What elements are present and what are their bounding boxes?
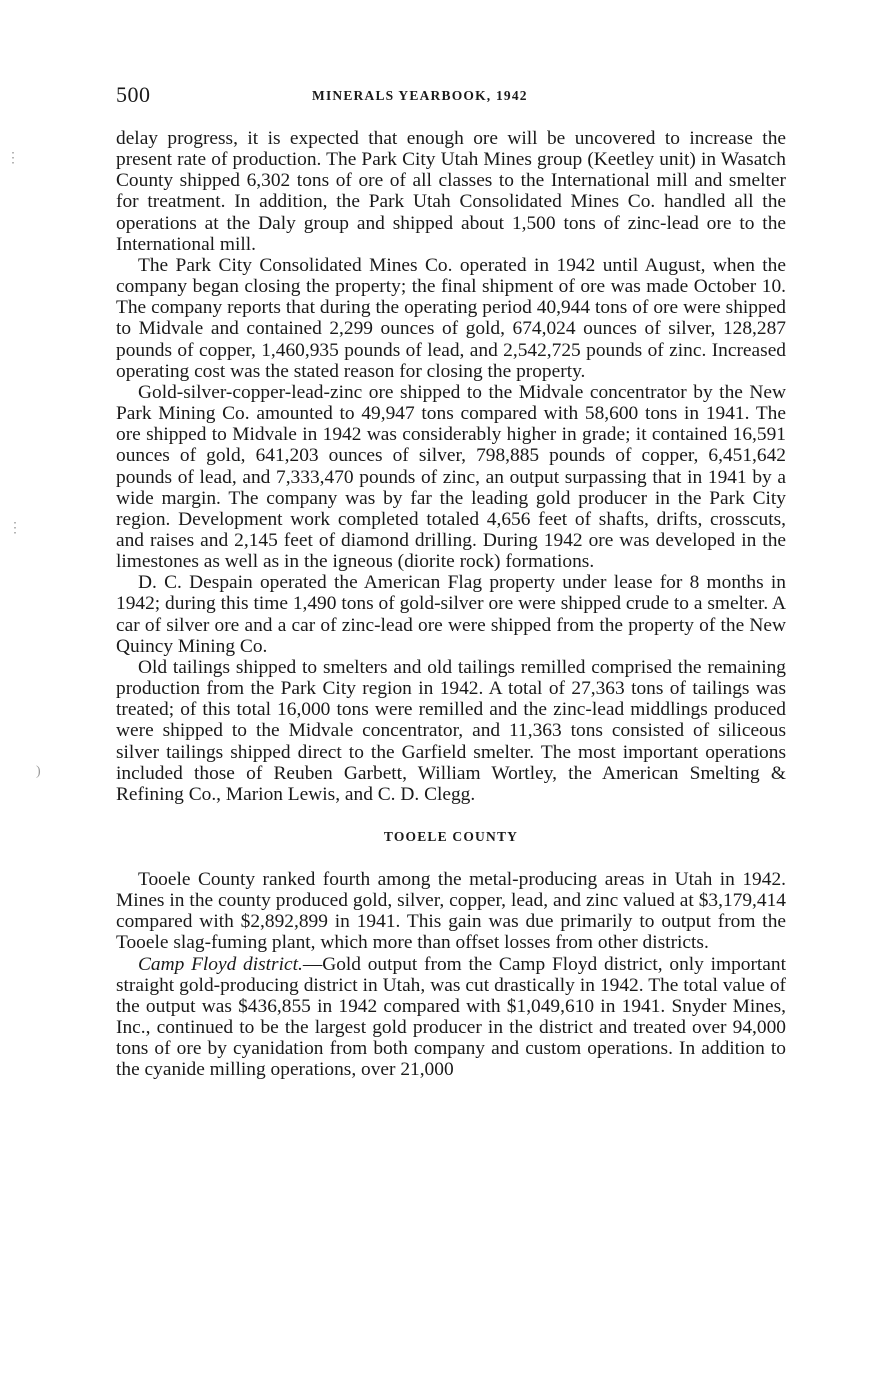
running-head: MINERALS YEARBOOK, 1942 [312,88,528,103]
paragraph: delay progress, it is expected that enough ore will be uncovered to increase the present rate of production. The Park City Utah Mines group (Keetley unit) in Wasatch County shipped 6,302 tons of ore of all classes to the International mill and smelter for treatment. In addition, the Park Utah Consolidated Mines Co. handled all the operations at the Daly group and shipped about 1,500 tons of zinc-lead ore to the International mill. [116,128,786,255]
paragraph: D. C. Despain operated the American Flag property under lease for 8 months in 1942; during this time 1,490 tons of gold-silver ore were shipped crude to a smelter. A car of silver ore and a car of zinc-lead ore were shipped from the property of the New Quincy Mining Co. [116,572,786,657]
page-header [116,82,786,112]
paragraph-text: —Gold output from the Camp Floyd district, only important straight gold-producing district in Utah, was cut drastically in 1942. The total value of the output was $436,855 in 1942 compared with $1,049,610 in 1941. Snyder Mines, Inc., continued to be the largest gold producer in the district and treated over 94,000 tons of ore by cyanidation from both company and custom operations. In addition to the cyanide milling operations, over 21,000 [116,953,786,1081]
paragraph: Tooele County ranked fourth among the metal-producing areas in Utah in 1942. Mines in the county produced gold, silver, copper, lead, and zinc valued at $3,179,414 compared with $2,892,899 in 1941. This gain was due primarily to output from the Tooele slag-fuming plant, which more than offset losses from other districts. [116,869,786,954]
section-heading: TOOELE COUNTY [383,829,519,844]
run-in-heading: Camp Floyd district. [138,953,303,975]
paragraph: Old tailings shipped to smelters and old tailings remilled comprised the remaining production from the Park City region in 1942. A total of 27,363 tons of tailings was treated; of this total 16,000 tons were remilled and the zinc-lead middlings produced were shipped to the Midvale concentrator, and 11,363 tons consisted of siliceous silver tailings shipped direct to the Garfield smelter. The most important operations included those of Reuben Garbett, William Wortley, the American Smelting & Refining Co., Marion Lewis, and C. D. Clegg. [116,656,786,805]
scan-speck: ⋮ [8,521,22,536]
scan-speck: ⋮ [6,151,20,166]
paragraph: Gold-silver-copper-lead-zinc ore shipped to the Midvale concentrator by the New Park Mining Co. amounted to 49,947 tons compared with 58,600 tons in 1941. The ore shipped to Midvale in 1942 was considerably higher in grade; it contained 16,591 ounces of gold, 641,203 ounces of silver, 798,885 pounds of copper, 6,451,642 pounds of lead, and 7,333,470 pounds of zinc, an output surpassing that in 1941 by a wide margin. The company was by far the leading gold producer in the Park City region. Development work completed totaled 4,656 feet of shafts, drifts, crosscuts, and raises and 2,145 feet of diamond drilling. During 1942 ore was developed in the limestones as well as in the igneous (diorite rock) formations. [116,381,786,573]
body-text [116,128,786,1081]
paragraph-camp-floyd [116,954,786,1081]
scan-speck: ) [36,764,41,779]
page-number: 500 [116,82,151,107]
paragraph: The Park City Consolidated Mines Co. operated in 1942 until August, when the company began closing the property; the final shipment of ore was made October 10. The company reports that during the operating period 40,944 tons of ore were shipped to Midvale and contained 2,299 ounces of gold, 674,024 ounces of silver, 128,287 pounds of copper, 1,460,935 pounds of lead, and 2,542,725 pounds of zinc. Increased operating cost was the stated reason for closing the property. [116,254,786,382]
